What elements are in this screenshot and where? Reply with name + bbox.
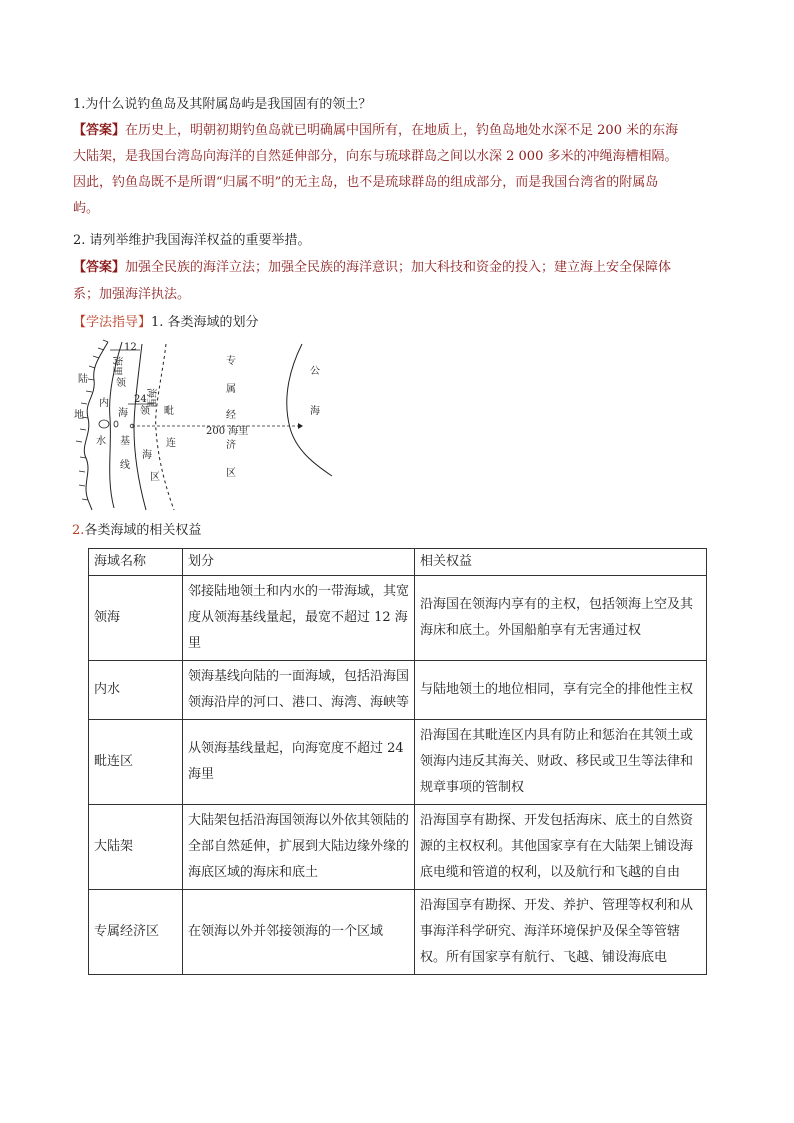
header-name: 海域名称 — [89, 549, 183, 576]
table-header-row — [89, 549, 707, 576]
study-guide — [73, 312, 259, 334]
label-internal-2: 水 — [96, 436, 106, 447]
question-1: 1.为什么说钓鱼岛及其附属岛屿是我国固有的领土？ — [73, 97, 372, 112]
cell-division: 领海基线向陆的一面海域，包括沿海国领海沿岸的河口、港口、海湾、海峡等 — [183, 661, 415, 720]
label-baseline-2: 海 — [118, 408, 128, 419]
table-row — [89, 576, 707, 661]
label-land-1: 陆 — [78, 374, 88, 385]
cell-rights: 与陆地领土的地位相同，享有完全的排他性主权 — [415, 661, 707, 720]
answer-label: 【答案】 — [73, 123, 126, 138]
label-eez-2: 属 — [226, 384, 236, 395]
guide-label: 【学法指导】 — [73, 315, 152, 330]
label-contiguous-3: 区 — [150, 472, 160, 483]
coastline — [84, 342, 108, 510]
cell-name: 毗连区 — [89, 720, 183, 805]
cell-name: 领海 — [89, 576, 183, 661]
section-2-title — [72, 521, 201, 541]
answer-text: 在历史上，明朝初期钓鱼岛就已明确属中国所有，在地质上，钓鱼岛地处水深不足 200 米的东海 — [125, 123, 679, 138]
label-eez-1: 专 — [226, 356, 236, 367]
island-shape — [99, 420, 109, 428]
cell-rights: 沿海国在其毗连区内具有防止和惩治在其领土或领海内违反其海关、财政、移民或卫生等法律和规章事项的管制权 — [415, 720, 707, 805]
label-contiguous-2: 连 — [166, 438, 176, 449]
label-territorial-2: 海 — [142, 450, 152, 461]
answer-2-line-1 — [73, 257, 671, 279]
label-highseas-1: 公 — [310, 366, 320, 377]
section-title: 各类海域的相关权益 — [84, 523, 202, 538]
answer-label: 【答案】 — [73, 260, 126, 275]
cell-name: 大陆架 — [89, 805, 183, 890]
label-highseas-2: 海 — [310, 406, 320, 417]
table-row — [89, 805, 707, 890]
cell-division: 从领海基线量起，向海宽度不超过 24 海里 — [183, 720, 415, 805]
cell-rights: 沿海国享有勘探、开发包括海床、底土的自然资源的主权权利。其他国家享有在大陆架上铺设海底电缆和管道的权利，以及航行和飞越的自由 — [415, 805, 707, 890]
territorial-limit-line — [134, 344, 146, 510]
header-division: 划分 — [183, 549, 415, 576]
label-internal-1: 内 — [99, 398, 109, 409]
label-eez-4: 济 — [226, 440, 236, 451]
table-row — [89, 661, 707, 720]
label-contiguous-1: 毗 — [164, 406, 174, 417]
guide-text: 1. 各类海域的划分 — [151, 315, 259, 330]
table-row — [89, 890, 707, 975]
label-200: 200 海里 — [206, 426, 249, 437]
label-12: 12 — [124, 342, 137, 353]
answer-1-line-4: 屿。 — [73, 201, 100, 216]
label-eez-5: 区 — [226, 468, 236, 479]
section-number: 2. — [72, 523, 85, 538]
header-rights: 相关权益 — [415, 549, 707, 576]
answer-text: 加强全民族的海洋立法；加强全民族的海洋意识；加大科技和资金的投入；建立海上安全保障体 — [125, 260, 672, 275]
label-eez-3: 经 — [226, 410, 236, 421]
answer-2-line-2: 系；加强海洋执法。 — [73, 287, 191, 302]
cell-division: 在领海以外并邻接领海的一个区域 — [183, 890, 415, 975]
cell-division: 邻接陆地领土和内水的一带海域，其宽度从领海基线量起，最宽不超过 12 海里 — [183, 576, 415, 661]
sea-rights-table — [88, 548, 707, 975]
label-territorial-1: 领 — [140, 406, 150, 417]
cell-division: 大陆架包括沿海国领海以外依其领陆的全部自然延伸，扩展到大陆边缘外缘的海底区域的海床和底土 — [183, 805, 415, 890]
sea-zones-diagram — [70, 338, 340, 513]
label-baseline-1: 领 — [116, 378, 126, 389]
cell-rights: 沿海国在领海内享有的主权，包括领海上空及其海床和底土。外国船舶享有无害通过权 — [415, 576, 707, 661]
arrow-200nm-head — [298, 423, 303, 429]
label-baseline-4: 线 — [120, 460, 130, 471]
table-row — [89, 720, 707, 805]
answer-1-line-2: 大陆架，是我国台湾岛向海洋的自然延伸部分，向东与琉球群岛之间以水深 2 000 多米的冲绳海槽相隔。 — [73, 149, 678, 164]
contiguous-limit-line — [156, 344, 174, 510]
answer-1-line-1 — [73, 120, 678, 142]
label-12-unit: 海里 — [111, 356, 122, 376]
label-24: 24 — [134, 394, 147, 405]
label-24-unit: 海里 — [145, 388, 156, 408]
answer-1-line-3: 因此，钓鱼岛既不是所谓“归属不明”的无主岛，也不是琉球群岛的组成部分，而是我国台湾省的附属岛 — [73, 175, 659, 190]
label-land-2: 地 — [74, 410, 84, 421]
cell-rights: 沿海国享有勘探、开发、养护、管理等权利和从事海洋科学研究、海洋环境保护及保全等管辖权。所有国家享有航行、飞越、铺设海底电 — [415, 890, 707, 975]
question-2: 2. 请列举维护我国海洋权益的重要举措。 — [73, 233, 311, 248]
label-baseline-3: 基 — [120, 436, 130, 447]
cell-name: 专属经济区 — [89, 890, 183, 975]
cell-name: 内水 — [89, 661, 183, 720]
island-shape — [114, 421, 118, 427]
